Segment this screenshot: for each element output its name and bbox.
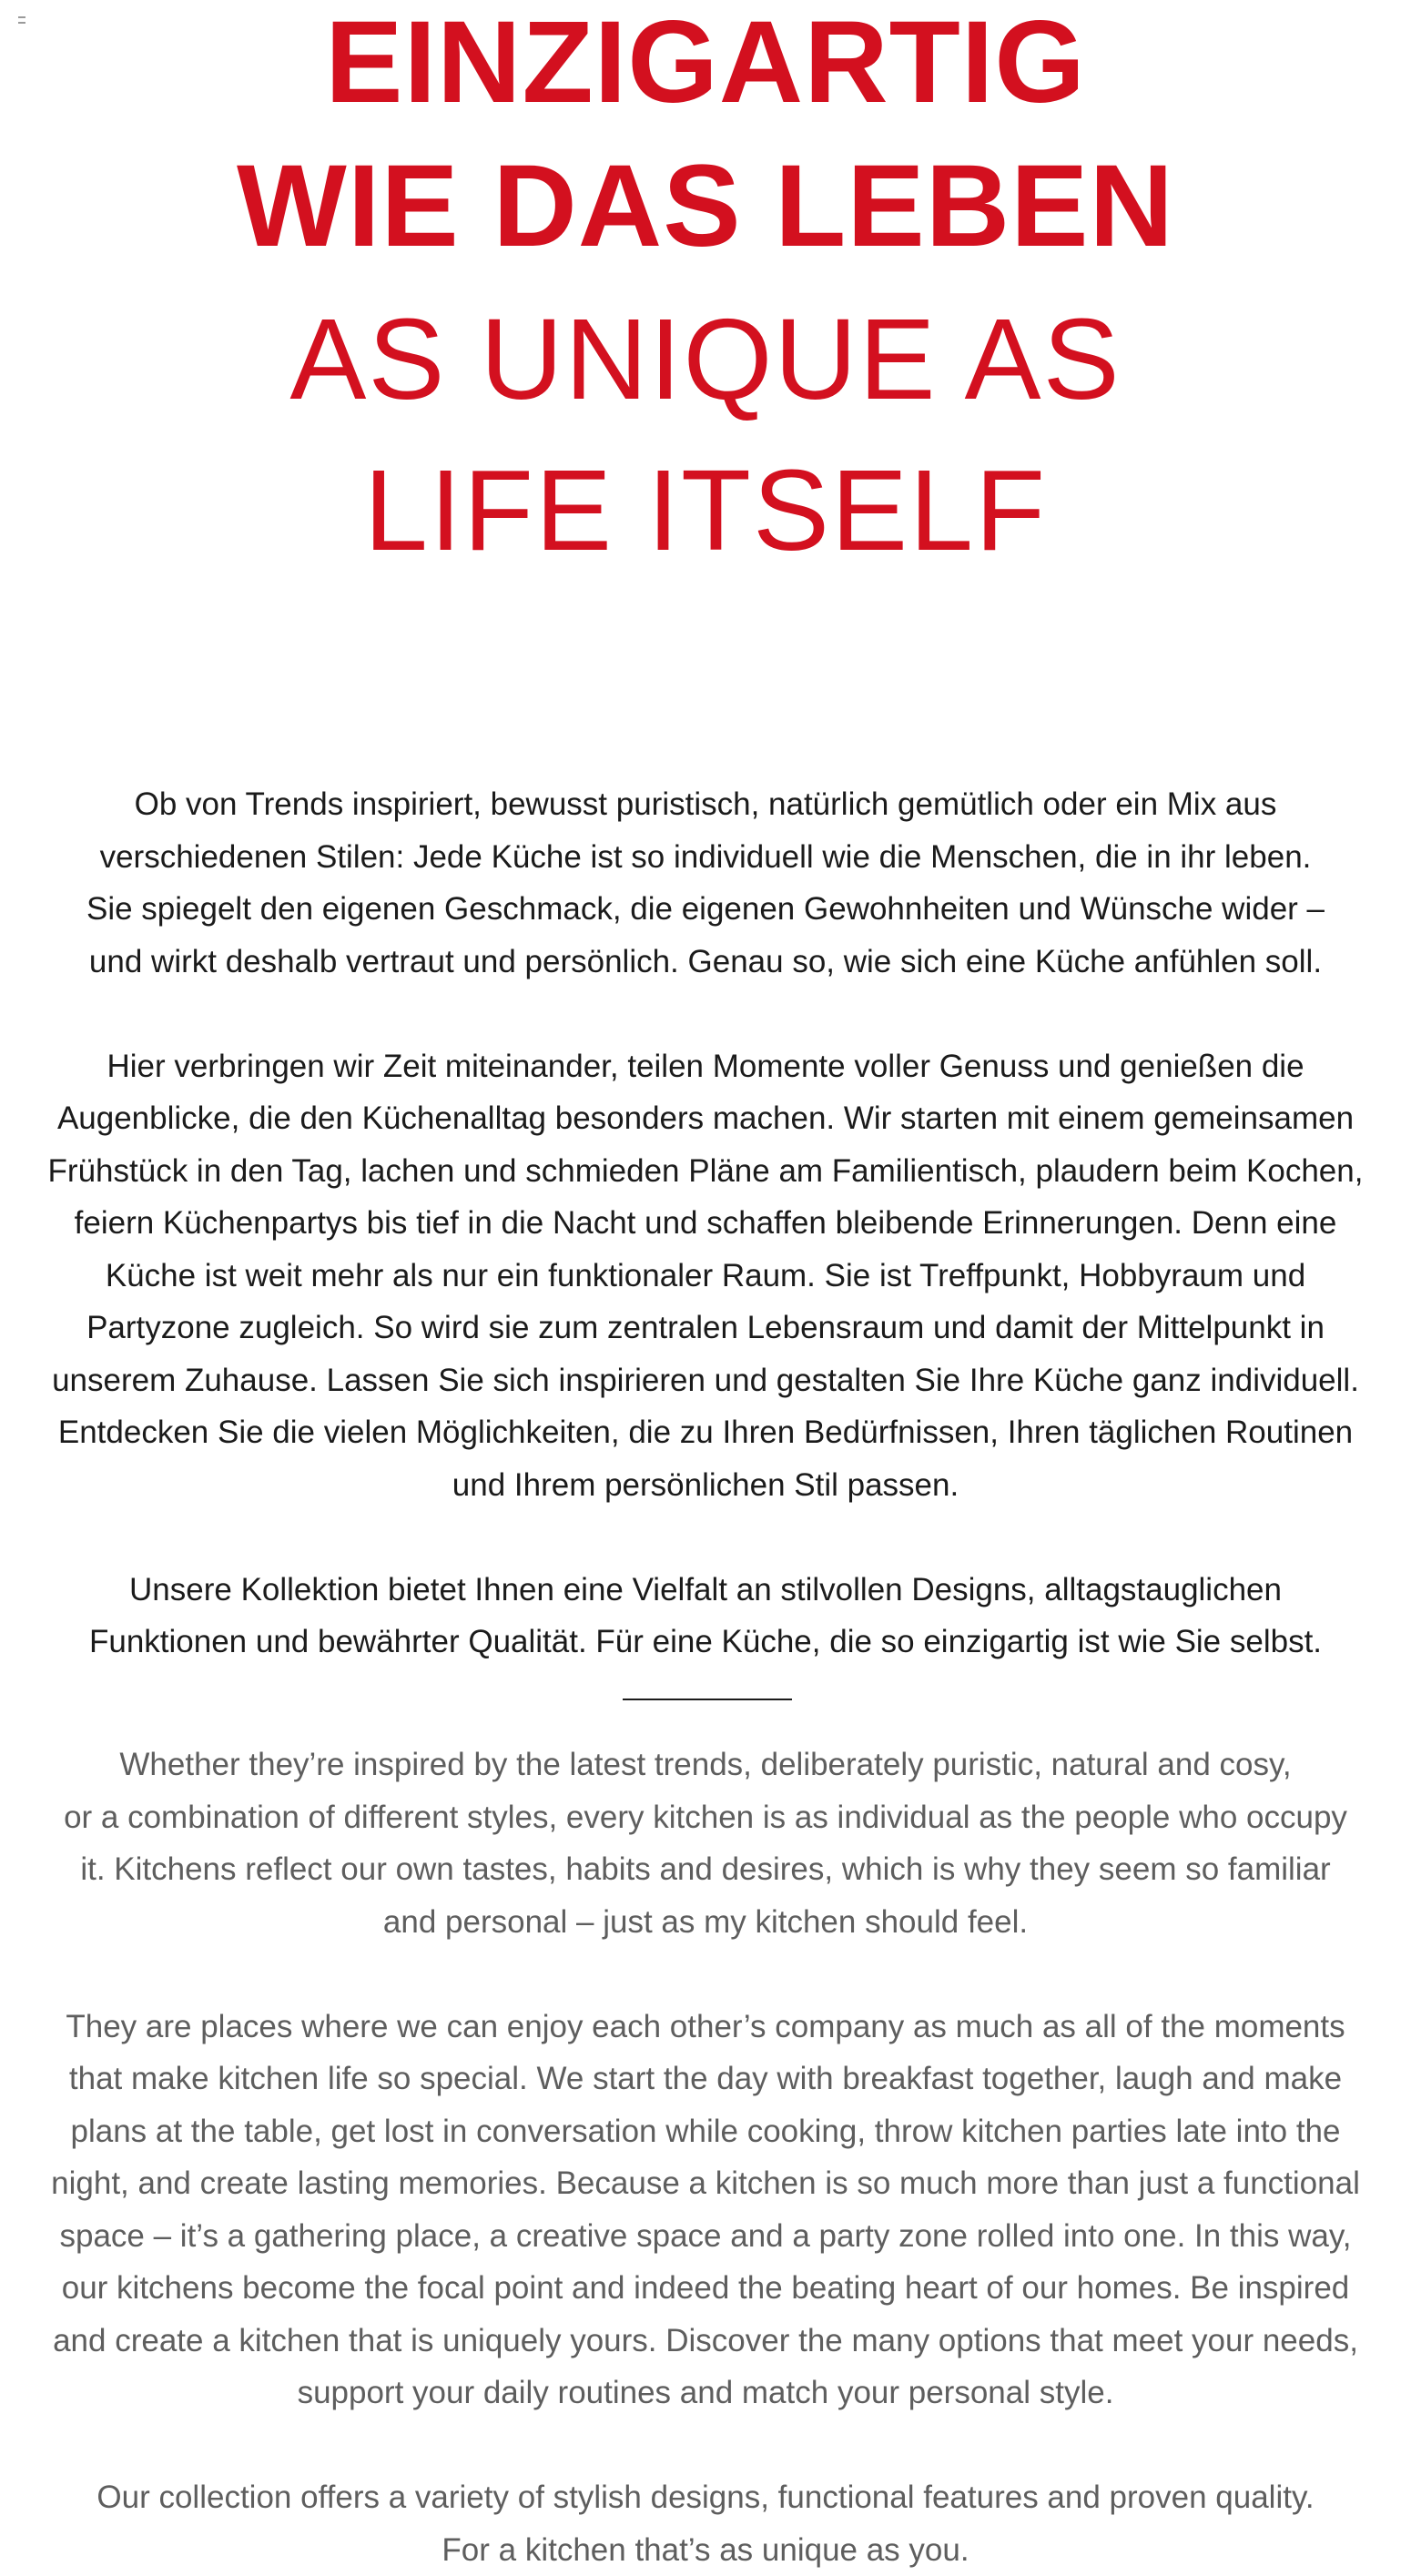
headline-german: [0, 0, 1411, 279]
text-line: feiern Küchenpartys bis tief in die Nacht und schaffen bleibende Erinnerungen. Denn eine: [74, 1205, 1337, 1241]
text-line: unserem Zuhause. Lassen Sie sich inspirieren und gestalten Sie Ihre Küche ganz individuell.: [52, 1362, 1359, 1398]
paragraph-german-intro: [0, 778, 1411, 988]
headline-english-line-2: LIFE ITSELF: [363, 446, 1048, 574]
text-line: They are places where we can enjoy each other’s company as much as all of the moments: [66, 2008, 1345, 2044]
text-line: und Ihrem persönlichen Stil passen.: [452, 1466, 959, 1503]
text-line: and personal – just as my kitchen should feel.: [382, 1903, 1029, 1940]
text-line: Sie spiegelt den eigenen Geschmack, die eigenen Gewohnheiten und Wünsche wider –: [86, 891, 1325, 927]
text-line: Frühstück in den Tag, lachen und schmieden Pläne am Familientisch, plaudern beim Kochen,: [47, 1152, 1364, 1189]
headline-german-line-1: EINZIGARTIG: [325, 0, 1086, 127]
text-line: support your daily routines and match your personal style.: [297, 2375, 1114, 2410]
headline-german-line-2: WIE DAS LEBEN: [237, 141, 1174, 271]
text-line: Küche ist weit mehr als nur ein funktionaler Raum. Sie ist Treffpunkt, Hobbyraum und: [105, 1257, 1306, 1293]
body-german: [0, 778, 1411, 1668]
text-line: space – it’s a gathering place, a creative space and a party zone rolled into one. In this way,: [59, 2217, 1352, 2254]
text-line: it. Kitchens reflect our own tastes, habits and desires, which is why they seem so familiar: [80, 1851, 1331, 1887]
text-line: Ob von Trends inspiriert, bewusst puristisch, natürlich gemütlich oder ein Mix aus: [134, 786, 1277, 822]
text-line: and create a kitchen that is uniquely yours. Discover the many options that meet your needs,: [53, 2322, 1358, 2358]
paragraph-english-closing: [0, 2471, 1411, 2576]
text-line: und wirkt deshalb vertraut und persönlich. Genau so, wie sich eine Küche anfühlen soll.: [88, 943, 1323, 979]
text-line: Hier verbringen wir Zeit miteinander, teilen Momente voller Genuss und genießen die: [107, 1048, 1304, 1084]
headline-english-line-1: AS UNIQUE AS: [289, 295, 1122, 423]
text-line: Partyzone zugleich. So wird sie zum zentralen Lebensraum und damit der Mittelpunkt in: [86, 1310, 1325, 1345]
paragraph-german-main: [0, 1040, 1411, 1512]
text-line: night, and create lasting memories. Because a kitchen is so much more than just a functional: [51, 2165, 1360, 2201]
text-line: verschiedenen Stilen: Jede Küche ist so individuell wie die Menschen, die in ihr leben.: [99, 838, 1312, 875]
paragraph-german-closing: [0, 1564, 1411, 1668]
section-divider: [623, 1699, 792, 1700]
text-line: Unsere Kollektion bietet Ihnen eine Vielfalt an stilvollen Designs, alltagstauglichen: [129, 1571, 1282, 1607]
text-line: Funktionen und bewährter Qualität. Für eine Küche, die so einzigartig ist wie Sie selbst.: [88, 1624, 1323, 1659]
text-line: For a kitchen that’s as unique as you.: [442, 2531, 969, 2568]
headline-english: [0, 284, 1411, 586]
paragraph-english-intro: [0, 1739, 1411, 1948]
text-line: Our collection offers a variety of stylish designs, functional features and proven quality.: [96, 2480, 1315, 2515]
text-line: plans at the table, get lost in conversation while cooking, throw kitchen parties late into the: [70, 2113, 1341, 2149]
text-line: Whether they’re inspired by the latest trends, deliberately puristic, natural and cosy,: [119, 1747, 1292, 1782]
text-line: Augenblicke, die den Küchenalltag besonders machen. Wir starten mit einem gemeinsamen: [56, 1100, 1355, 1136]
text-line: our kitchens become the focal point and indeed the beating heart of our homes. Be inspired: [61, 2270, 1350, 2306]
text-line: that make kitchen life so special. We start the day with breakfast together, laugh and make: [68, 2061, 1343, 2096]
text-line: Entdecken Sie die vielen Möglichkeiten, die zu Ihren Bedürfnissen, Ihren täglichen Routinen: [57, 1415, 1354, 1450]
text-line: or a combination of different styles, every kitchen is as individual as the people who occupy: [64, 1799, 1347, 1835]
paragraph-english-main: [0, 2001, 1411, 2419]
body-english: [0, 1739, 1411, 2576]
